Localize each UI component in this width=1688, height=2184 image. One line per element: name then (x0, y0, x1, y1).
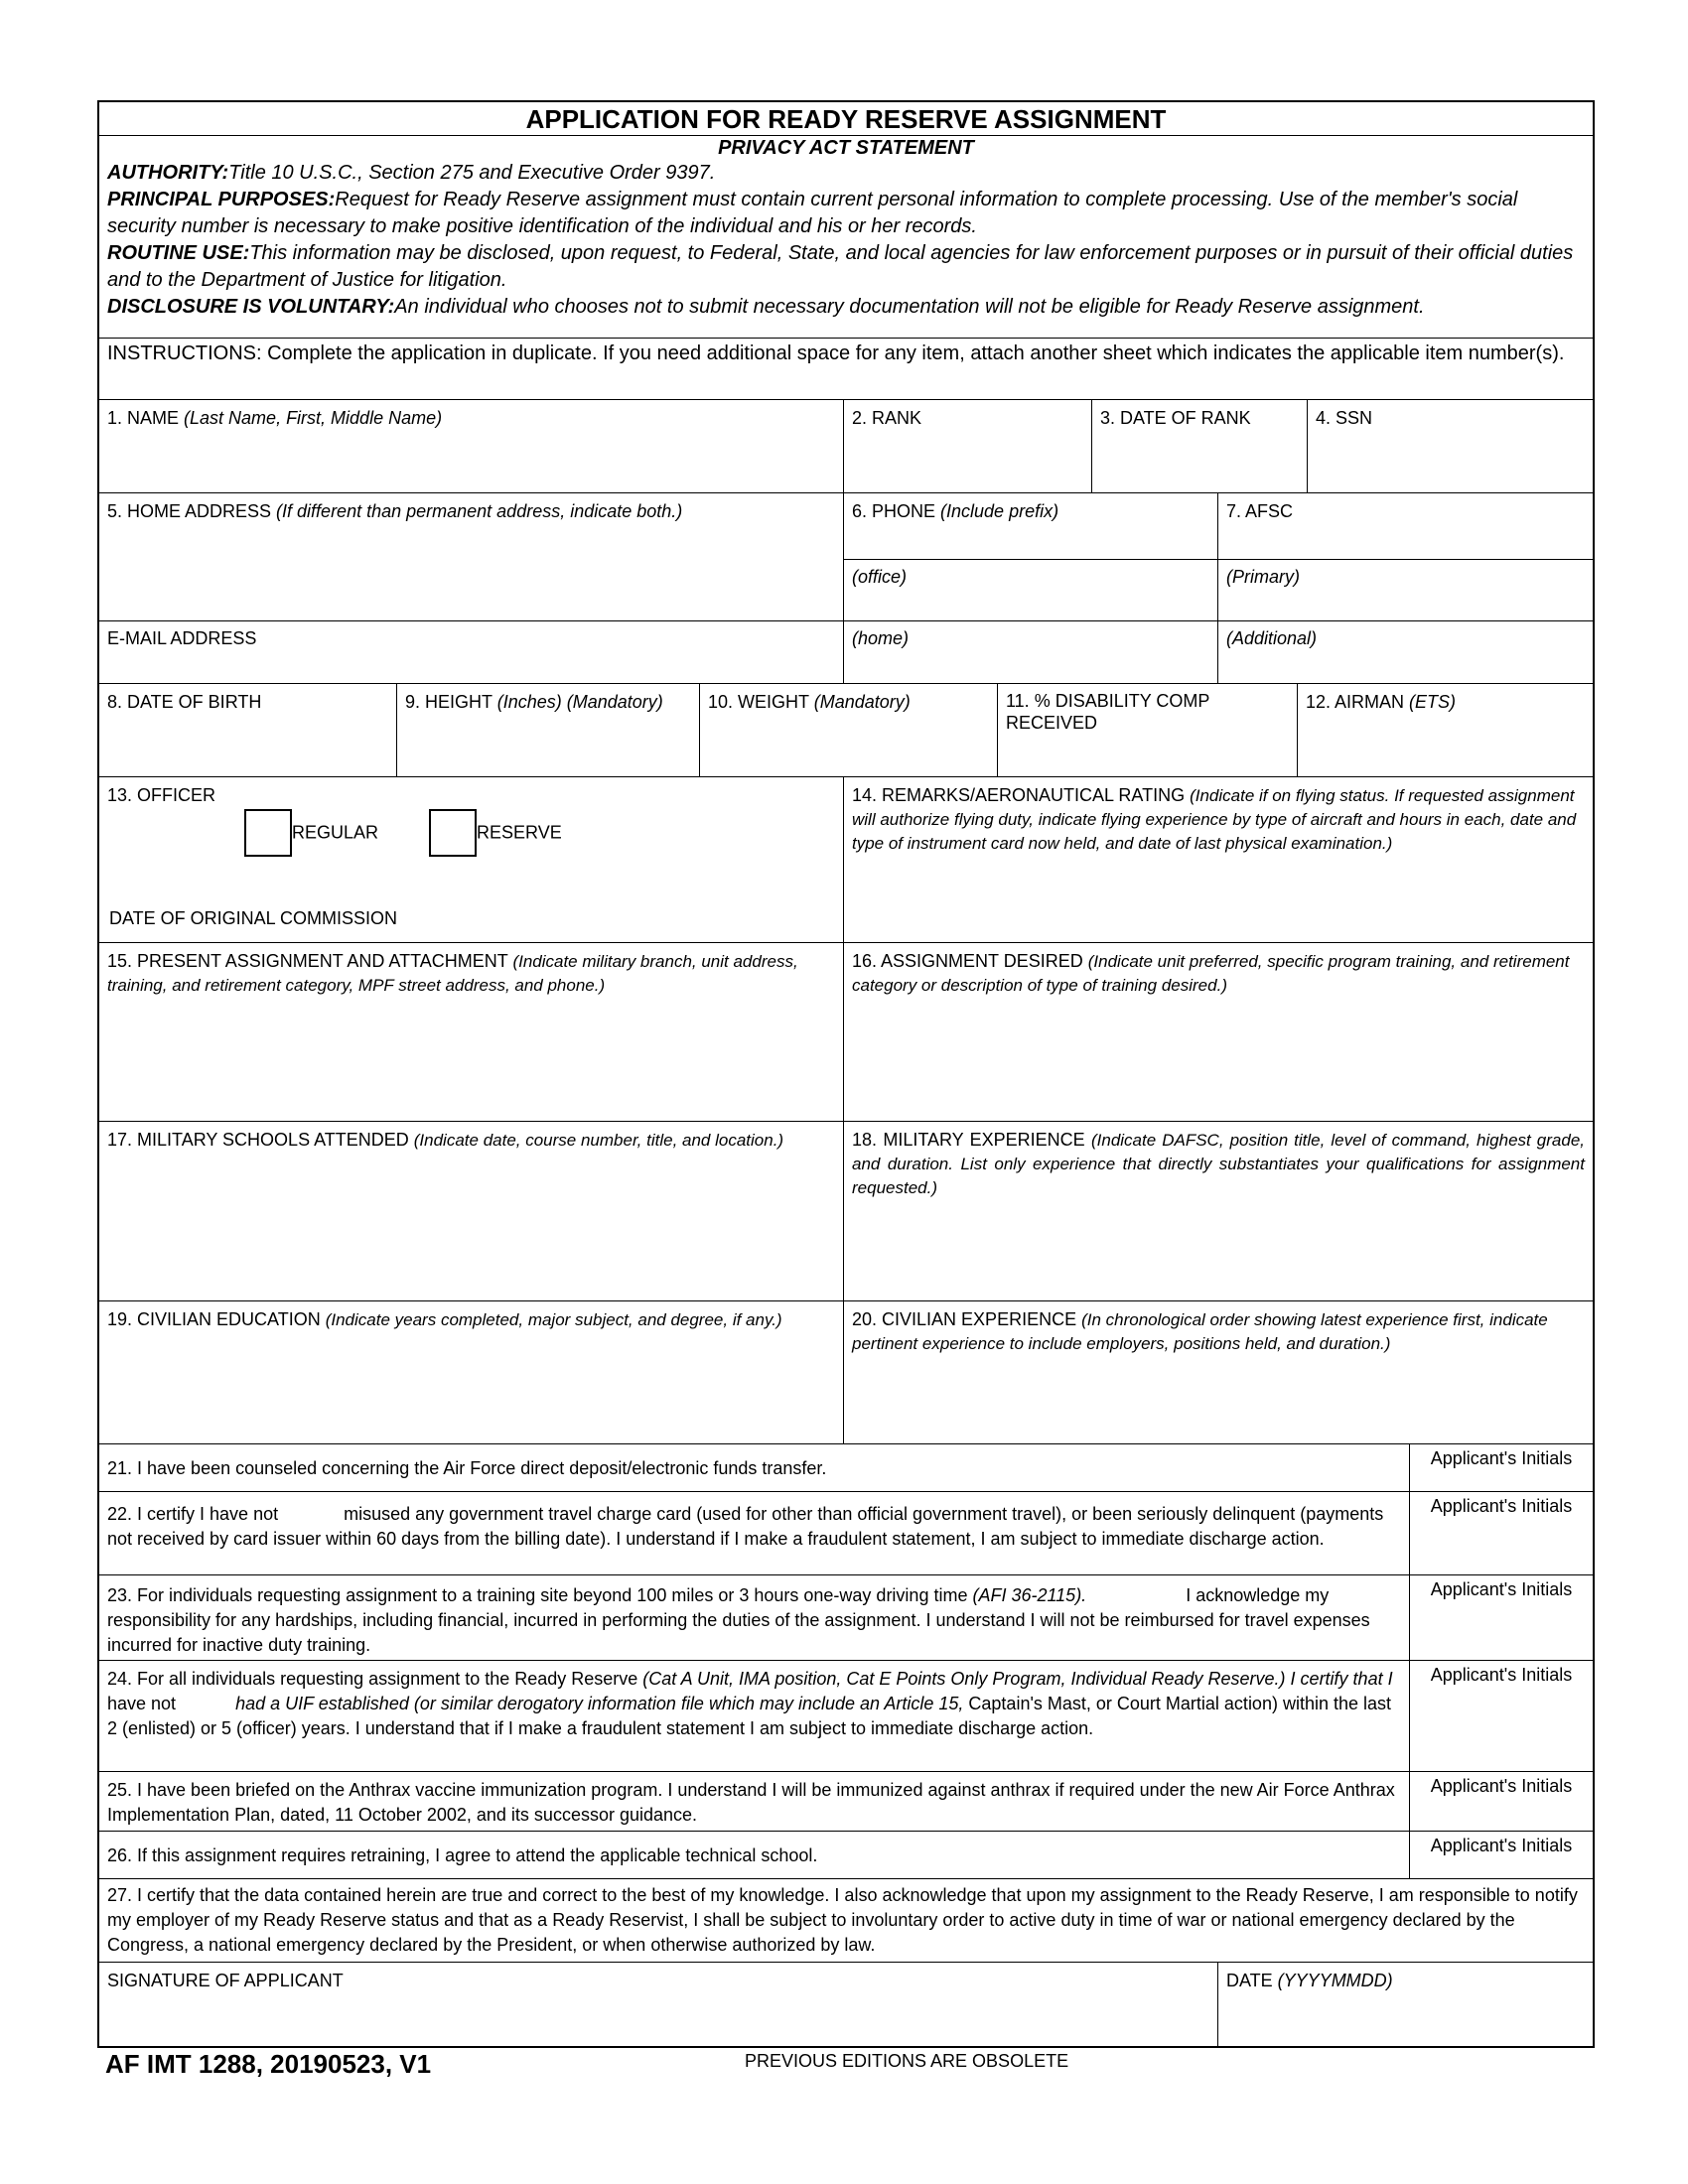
field-military-schools[interactable]: 17. MILITARY SCHOOLS ATTENDED (Indicate date, course number, title, and location.) (99, 1122, 844, 1300)
row-civilian (99, 1301, 1593, 1444)
field-civilian-education[interactable]: 19. CIVILIAN EDUCATION (Indicate years completed, major subject, and degree, if any.) (99, 1301, 844, 1443)
afsc-label: 7. AFSC (1226, 501, 1294, 521)
cert-27-text: 27. I certify that the data contained herein are true and correct to the best of my knowledge. I also acknowledge that upon my assignment to the Ready Reserve, I am responsible to notify my employer of my Ready Reserve status and that as a Ready Reservist, I shall be subject to involuntary order to active duty in time of war or national emergency declared by the Congress, a national emergency declared by the President, or when otherwise authorized by law. (107, 1885, 1578, 1955)
field-remarks[interactable]: 14. REMARKS/AERONAUTICAL RATING (Indicate if on flying status. If requested assignment will authorize flying duty, indicate flying experience by type of aircraft and hours in each, date and type of instrument card now held, and date of last physical examination.) (852, 785, 1577, 853)
privacy-act-heading: PRIVACY ACT STATEMENT (718, 137, 974, 159)
officer-label: 13. OFFICER (107, 785, 216, 805)
cert-21-initials[interactable]: Applicant's Initials (1430, 1448, 1573, 1468)
form-frame (97, 100, 1595, 2048)
field-date-of-rank[interactable]: 3. DATE OF RANK (1092, 400, 1308, 492)
field-airman-ets[interactable]: 12. AIRMAN (ETS) (1306, 692, 1457, 712)
afsc-additional-label: (Additional) (1226, 628, 1318, 648)
regular-option[interactable] (244, 809, 378, 857)
cert-23-text: 23. For individuals requesting assignment to a training site beyond 100 miles or 3 hours one-way driving time (AFI 36-2115). I acknowledge my responsibility for any hardships, including financial, incurred in performing the duties of the assignment. I understand I will not be reimbursed for travel expenses incurred for inactive duty training. (99, 1575, 1410, 1660)
afsc-primary-label: (Primary) (1226, 567, 1300, 587)
signature-date-field[interactable]: DATE (YYYYMMDD) (1226, 1971, 1393, 1990)
row-address-phone (99, 493, 1593, 684)
instructions-row (99, 339, 1593, 400)
cert-26-initials[interactable]: Applicant's Initials (1430, 1836, 1573, 1855)
field-phone[interactable] (844, 493, 1218, 683)
cert-24-text: 24. For all individuals requesting assignment to the Ready Reserve (Cat A Unit, IMA position, Cat E Points Only Program, Individual Ready Reserve.) I certify that I have not had a UIF established (or similar derogatory information file which may include an Article 15, Captain's Mast, or Court Martial action) within the last 2 (enlisted) or 5 (officer) years. I understand that if I make a fraudulent statement I am subject to immediate discharge action. (99, 1661, 1410, 1771)
obsolete-notice: PREVIOUS EDITIONS ARE OBSOLETE (745, 2051, 1069, 2071)
authority-paragraph: AUTHORITY:Title 10 U.S.C., Section 275 and Executive Order 9397. (107, 162, 716, 184)
instructions-text: INSTRUCTIONS: Complete the application in duplicate. If you need additional space for any item, attach another sheet which indicates the applicable item number(s). (107, 342, 1565, 364)
row-name-rank (99, 400, 1593, 493)
phone-office-label: (office) (852, 567, 908, 587)
field-height[interactable]: 9. HEIGHT (Inches) (Mandatory) (397, 684, 700, 776)
row-assignment (99, 943, 1593, 1122)
row-officer-remarks (99, 777, 1593, 943)
field-weight[interactable]: 10. WEIGHT (Mandatory) (700, 684, 998, 776)
row-cert-26 (99, 1832, 1593, 1879)
purposes-paragraph: PRINCIPAL PURPOSES:Request for Ready Reserve assignment must contain current personal information to complete processing. Use of the member's social security number is necessary to make positive identification of the individual and his or her records. (107, 189, 1518, 237)
phone-label: 6. PHONE (Include prefix) (852, 501, 1059, 521)
reserve-label: RESERVE (477, 822, 562, 843)
row-cert-22 (99, 1492, 1593, 1575)
field-present-assignment[interactable]: 15. PRESENT ASSIGNMENT AND ATTACHMENT (Indicate military branch, unit address, training, and retirement category, MPF street address, and phone.) (99, 943, 844, 1121)
form-id: AF IMT 1288, 20190523, V1 (105, 2049, 432, 2079)
row-personal-stats (99, 684, 1593, 777)
phone-divider-2 (844, 620, 1217, 621)
row-military (99, 1122, 1593, 1301)
reserve-checkbox[interactable] (429, 809, 477, 857)
field-name[interactable]: 1. NAME (Last Name, First, Middle Name) (99, 400, 844, 492)
cert-25-initials[interactable]: Applicant's Initials (1430, 1776, 1573, 1796)
cert-22-text: 22. I certify I have not misused any government travel charge card (used for other than official government travel), or been seriously delinquent (payments not received by card issuer within 60 days from the billing date). I understand if I make a fraudulent statement, I am subject to immediate discharge action. (99, 1492, 1410, 1574)
field-officer (99, 777, 844, 942)
disclosure-paragraph: DISCLOSURE IS VOLUNTARY:An individual who chooses not to submit necessary documentation will not be eligible for Ready Reserve assignment. (107, 296, 1425, 318)
cert-24-initials[interactable]: Applicant's Initials (1430, 1665, 1573, 1685)
row-cert-25 (99, 1772, 1593, 1832)
phone-divider-1 (844, 559, 1217, 560)
field-assignment-desired[interactable]: 16. ASSIGNMENT DESIRED (Indicate unit preferred, specific program training, and retirement category or description of type of training desired.) (852, 951, 1570, 995)
afsc-divider-1 (1218, 559, 1593, 560)
routine-use-paragraph: ROUTINE USE:This information may be disclosed, upon request, to Federal, State, and local agencies for law enforcement purposes or in pursuit of their official duties and to the Department of Justice for litigation. (107, 242, 1574, 291)
row-cert-23 (99, 1575, 1593, 1661)
field-rank[interactable]: 2. RANK (844, 400, 1092, 492)
field-civilian-experience[interactable]: 20. CIVILIAN EXPERIENCE (In chronological order showing latest experience first, indicate pertinent experience to include employers, positions held, and duration.) (852, 1309, 1548, 1353)
privacy-act-section (99, 136, 1593, 339)
field-military-experience[interactable]: 18. MILITARY EXPERIENCE (Indicate DAFSC, position title, level of command, highest grade, and duration. List only experience that directly substantiates your qualifications for assignment requested.) (852, 1130, 1585, 1197)
cert-26-text: 26. If this assignment requires retraining, I agree to attend the applicable technical school. (99, 1832, 1410, 1878)
commission-date-label[interactable]: DATE OF ORIGINAL COMMISSION (109, 908, 398, 928)
field-disability-comp[interactable]: 11. % DISABILITY COMP RECEIVED (998, 684, 1298, 776)
signature-field[interactable]: SIGNATURE OF APPLICANT (99, 1963, 1218, 2046)
row-cert-21 (99, 1444, 1593, 1492)
form-title-row (99, 102, 1593, 136)
cert-25-text: 25. I have been briefed on the Anthrax vaccine immunization program. I understand I will be immunized against anthrax if required under the new Air Force Anthrax Implementation Plan, dated, 11 October 2002, and its successor guidance. (99, 1772, 1410, 1831)
row-signature (99, 1963, 1593, 2046)
field-home-address[interactable]: 5. HOME ADDRESS (If different than permanent address, indicate both.) E-MAIL ADDRESS (99, 493, 844, 683)
cert-21-text: 21. I have been counseled concerning the Air Force direct deposit/electronic funds transfer. (99, 1444, 1410, 1491)
address-email-divider (99, 620, 843, 621)
row-cert-27 (99, 1879, 1593, 1963)
regular-checkbox[interactable] (244, 809, 292, 857)
field-email-label: E-MAIL ADDRESS (107, 628, 257, 648)
phone-home-label: (home) (852, 628, 910, 648)
field-ssn[interactable]: 4. SSN (1316, 408, 1373, 428)
cert-22-initials[interactable]: Applicant's Initials (1430, 1496, 1573, 1516)
reserve-option[interactable] (429, 809, 562, 857)
form-title: APPLICATION FOR READY RESERVE ASSIGNMENT (525, 104, 1167, 134)
row-cert-24 (99, 1661, 1593, 1772)
field-afsc[interactable] (1218, 493, 1593, 683)
cert-23-initials[interactable]: Applicant's Initials (1430, 1579, 1573, 1599)
field-date-of-birth[interactable]: 8. DATE OF BIRTH (99, 684, 397, 776)
afsc-divider-2 (1218, 620, 1593, 621)
regular-label: REGULAR (292, 822, 379, 843)
